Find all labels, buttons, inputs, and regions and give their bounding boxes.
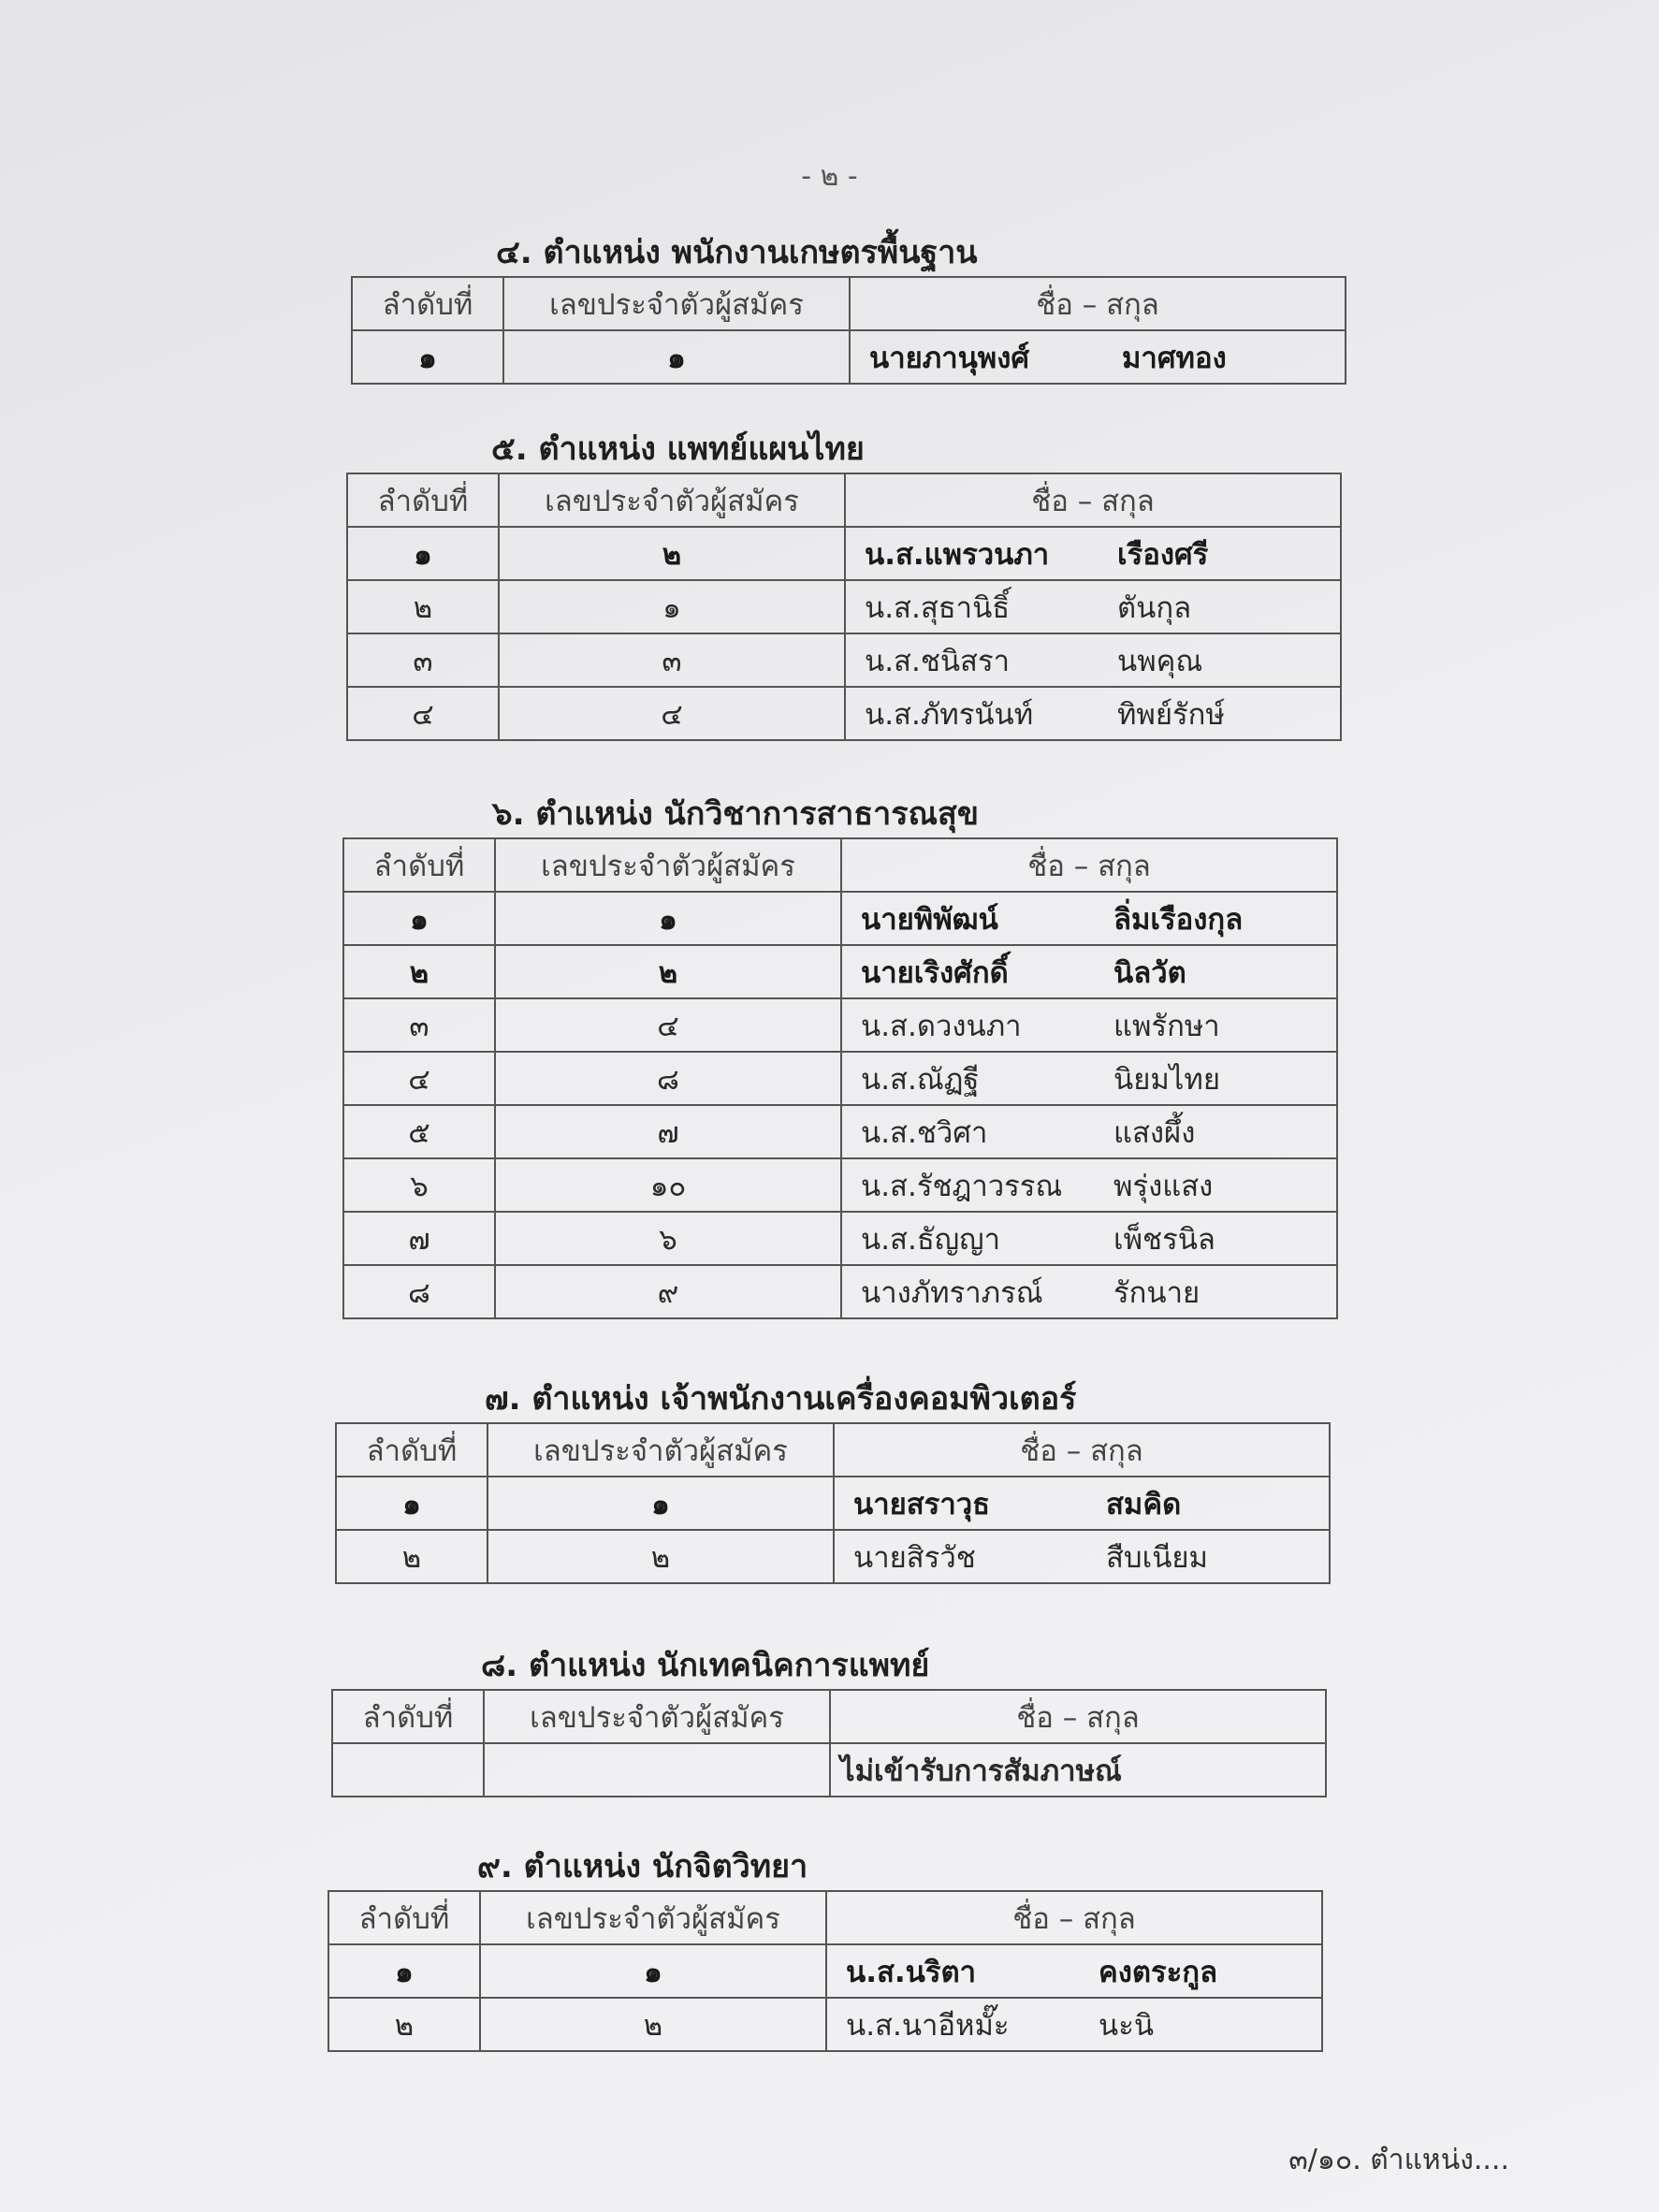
table-row: [336, 1530, 1330, 1583]
column-header-applicant-id: เลขประจำตัวผู้สมัคร: [503, 277, 850, 330]
cell-no: ๒: [343, 945, 495, 998]
last-name: คงตระกูล: [1099, 1955, 1218, 1989]
cell-name: [841, 1265, 1337, 1318]
cell-applicant-id: ๓: [499, 633, 845, 687]
position-section: [335, 1375, 1331, 1584]
applicant-table: [351, 276, 1346, 385]
section-title: ๗. ตำแหน่ง เจ้าพนักงานเครื่องคอมพิวเตอร์: [485, 1380, 1077, 1418]
applicant-table: [346, 473, 1342, 741]
cell-applicant-id: ๔: [499, 687, 845, 740]
column-header-applicant-id: เลขประจำตัวผู้สมัคร: [484, 1690, 830, 1743]
first-name: น.ส.รัชฎาวรรณ: [861, 1169, 1063, 1203]
table-row: [328, 1998, 1322, 2051]
table-row: [343, 1265, 1337, 1318]
table-row: [347, 633, 1341, 687]
column-header-no: ลำดับที่: [332, 1690, 484, 1743]
last-name: ตันกุล: [1117, 590, 1192, 625]
cell-name: [834, 1477, 1330, 1530]
last-name: เพ็ชรนิล: [1113, 1222, 1215, 1257]
column-header-applicant-id: เลขประจำตัวผู้สมัคร: [499, 473, 845, 527]
first-name: นางภัทราภรณ์: [861, 1275, 1043, 1310]
first-name: นายภานุพงศ์: [869, 341, 1030, 375]
cell-no: ๒: [328, 1998, 480, 2051]
cell-name: [826, 1998, 1322, 2051]
column-header-no: ลำดับที่: [336, 1423, 488, 1477]
cell-applicant-id: [484, 1743, 830, 1797]
first-name: น.ส.ชวิศา: [861, 1115, 988, 1150]
cell-name: [845, 527, 1341, 580]
first-name: นายพิพัฒน์: [861, 902, 998, 937]
table-row: [343, 892, 1337, 945]
column-header-no: ลำดับที่: [328, 1891, 480, 1944]
applicant-table: [331, 1689, 1327, 1797]
cell-applicant-id: ๙: [495, 1265, 841, 1318]
cell-no: ๓: [343, 998, 495, 1052]
last-name: สืบเนียม: [1106, 1540, 1208, 1575]
cell-applicant-id: ๑: [503, 330, 850, 384]
last-name: แสงผึ้ง: [1113, 1115, 1196, 1150]
table-row: [343, 1052, 1337, 1105]
table-row: [328, 1944, 1322, 1998]
last-name: แพรักษา: [1113, 1009, 1220, 1043]
last-name: ลิ่มเรืองกุล: [1113, 902, 1244, 937]
cell-applicant-id: ๖: [495, 1212, 841, 1265]
cell-applicant-id: ๒: [480, 1998, 826, 2051]
last-name: นพคุณ: [1117, 644, 1203, 678]
cell-applicant-id: ๔: [495, 998, 841, 1052]
last-name: พรุ่งแสง: [1113, 1169, 1214, 1203]
cell-no: ๔: [347, 687, 499, 740]
cell-name: [850, 330, 1346, 384]
table-row: [347, 580, 1341, 633]
first-name: น.ส.แพรวนภา: [865, 537, 1050, 572]
first-name: น.ส.ธัญญา: [861, 1222, 1000, 1257]
first-name: นายสราวุธ: [853, 1487, 991, 1521]
column-header-no: ลำดับที่: [343, 838, 495, 892]
cell-no: ๗: [343, 1212, 495, 1265]
section-title: ๘. ตำแหน่ง นักเทคนิคการแพทย์: [481, 1647, 930, 1684]
column-header-name: ชื่อ – สกุล: [845, 473, 1341, 527]
last-name: สมคิด: [1106, 1487, 1182, 1521]
last-name: นิยมไทย: [1113, 1062, 1220, 1097]
cell-applicant-id: ๑๐: [495, 1158, 841, 1212]
cell-no: ๑: [336, 1477, 488, 1530]
cell-applicant-id: ๘: [495, 1052, 841, 1105]
table-row: [343, 1158, 1337, 1212]
applicant-table: [342, 837, 1338, 1319]
cell-applicant-id: ๑: [499, 580, 845, 633]
table-row: [343, 998, 1337, 1052]
cell-no: ๑: [352, 330, 503, 384]
last-name: มาศทอง: [1122, 341, 1227, 375]
cell-no: ๘: [343, 1265, 495, 1318]
section-title: ๖. ตำแหน่ง นักวิชาการสาธารณสุข: [492, 795, 980, 833]
cell-name: [845, 687, 1341, 740]
cell-name: [841, 892, 1337, 945]
position-section: [342, 791, 1338, 1319]
column-header-applicant-id: เลขประจำตัวผู้สมัคร: [480, 1891, 826, 1944]
table-row: [336, 1477, 1330, 1530]
last-name: ทิพย์รักษ์: [1117, 697, 1225, 732]
cell-name: [841, 998, 1337, 1052]
first-name: น.ส.ภัทรนันท์: [865, 697, 1034, 732]
cell-no: ๑: [328, 1944, 480, 1998]
section-title: ๙. ตำแหน่ง นักจิตวิทยา: [477, 1848, 808, 1885]
column-header-name: ชื่อ – สกุล: [850, 277, 1346, 330]
cell-name: [845, 580, 1341, 633]
applicant-table: [335, 1422, 1331, 1584]
last-name: นิลวัต: [1113, 955, 1186, 990]
cell-no: ๒: [336, 1530, 488, 1583]
cell-name: [826, 1944, 1322, 1998]
cell-applicant-id: ๒: [488, 1530, 834, 1583]
first-name: น.ส.นริตา: [846, 1955, 977, 1989]
cell-name: [841, 1052, 1337, 1105]
column-header-applicant-id: เลขประจำตัวผู้สมัคร: [488, 1423, 834, 1477]
first-name: น.ส.นาอีหมั๊ะ: [846, 2008, 1010, 2043]
table-row: [352, 330, 1346, 384]
column-header-applicant-id: เลขประจำตัวผู้สมัคร: [495, 838, 841, 892]
cell-no: ๔: [343, 1052, 495, 1105]
cell-applicant-id: ๑: [488, 1477, 834, 1530]
last-name: เรืองศรี: [1117, 537, 1209, 572]
column-header-no: ลำดับที่: [347, 473, 499, 527]
column-header-name: ชื่อ – สกุล: [834, 1423, 1330, 1477]
position-section: [351, 229, 1346, 385]
position-section: [331, 1642, 1327, 1797]
column-header-name: ชื่อ – สกุล: [830, 1690, 1326, 1743]
no-interview-note: ไม่เข้ารับการสัมภาษณ์: [830, 1743, 1326, 1797]
continuation-note: ๓/๑๐. ตำแหน่ง....: [1288, 2144, 1509, 2176]
cell-no: ๓: [347, 633, 499, 687]
column-header-name: ชื่อ – สกุล: [826, 1891, 1322, 1944]
cell-no: [332, 1743, 484, 1797]
first-name: น.ส.ณัฏฐี: [861, 1062, 980, 1097]
cell-no: ๕: [343, 1105, 495, 1158]
cell-name: [841, 945, 1337, 998]
cell-name: [845, 633, 1341, 687]
first-name: นายเริงศักดิ์: [861, 955, 1009, 990]
first-name: นายสิรวัช: [853, 1540, 976, 1575]
cell-applicant-id: ๑: [480, 1944, 826, 1998]
position-section: [346, 426, 1342, 741]
section-title: ๔. ตำแหน่ง พนักงานเกษตรพื้นฐาน: [496, 234, 978, 271]
cell-name: [841, 1212, 1337, 1265]
section-title: ๕. ตำแหน่ง แพทย์แผนไทย: [491, 430, 865, 468]
cell-name: [834, 1530, 1330, 1583]
cell-applicant-id: ๗: [495, 1105, 841, 1158]
page-number: - ๒ -: [801, 160, 858, 193]
table-row: [347, 687, 1341, 740]
first-name: น.ส.ดวงนภา: [861, 1009, 1022, 1043]
cell-applicant-id: ๒: [495, 945, 841, 998]
table-row: [343, 945, 1337, 998]
first-name: น.ส.สุธานิธิ์: [865, 590, 1011, 625]
table-row: [343, 1105, 1337, 1158]
cell-no: ๖: [343, 1158, 495, 1212]
cell-no: ๑: [343, 892, 495, 945]
table-row: [332, 1743, 1326, 1797]
cell-name: [841, 1105, 1337, 1158]
cell-no: ๒: [347, 580, 499, 633]
position-section: [327, 1843, 1323, 2052]
applicant-table: [327, 1890, 1323, 2052]
table-row: [343, 1212, 1337, 1265]
column-header-name: ชื่อ – สกุล: [841, 838, 1337, 892]
last-name: รักนาย: [1113, 1275, 1201, 1310]
last-name: นะนิ: [1099, 2008, 1155, 2043]
column-header-no: ลำดับที่: [352, 277, 503, 330]
first-name: น.ส.ชนิสรา: [865, 644, 1011, 678]
cell-applicant-id: ๒: [499, 527, 845, 580]
table-row: [347, 527, 1341, 580]
cell-no: ๑: [347, 527, 499, 580]
cell-applicant-id: ๑: [495, 892, 841, 945]
cell-name: [841, 1158, 1337, 1212]
